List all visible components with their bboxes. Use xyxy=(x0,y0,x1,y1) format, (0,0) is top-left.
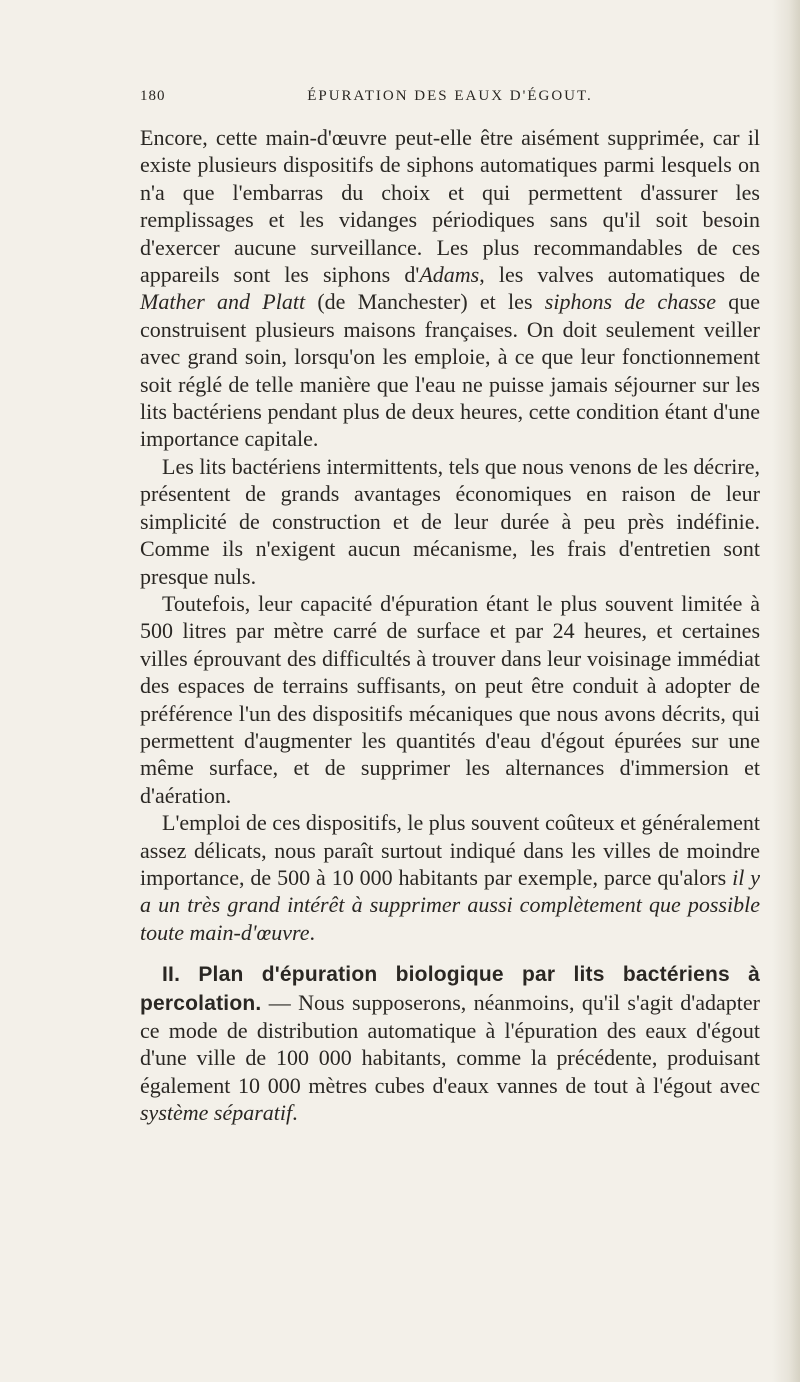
paragraph-siphons xyxy=(140,124,760,453)
running-head xyxy=(140,88,760,112)
body-text xyxy=(140,124,760,1127)
emphasis-siphons-chasse: siphons de chasse xyxy=(544,289,716,315)
text-run: L'emploi de ces dispositifs, le plus souvent coûteux et généralement assez délicats, nous paraît surtout indiqué dans les villes de moindre importance, de 500 à 10 000 habitants par exemple, parce qu'alors xyxy=(140,810,760,890)
section-heading: II. Plan d'épuration biologique par lits bactériens à percolation. xyxy=(140,963,760,1015)
running-title: ÉPURATION DES EAUX D'ÉGOUT. xyxy=(307,88,593,104)
text-run: . xyxy=(309,919,315,945)
paragraph-capacity: Toutefois, leur capacité d'épuration étant le plus souvent limitée à 500 litres par mètre carré de surface et par 24 heures, et certaines villes éprouvant des difficultés à trouver dans leur voisinage immédiat des espaces de terrains suffisants, on peut être conduit à adopter de préférence l'un des dispositifs mécaniques que nous avons décrits, qui permettent d'augmenter les quantités d'eau d'égout épurées sur une même surface, et de supprimer les alternances d'immersion et d'aération. xyxy=(140,590,760,808)
emphasis-main-oeuvre: il y a un très grand intérêt à supprimer aussi complètement que possible toute main-d'œuvre xyxy=(140,864,760,945)
text-run: — Nous supposerons, néanmoins, qu'il s'agit d'adapter ce mode de distribution automatique à l'épuration des eaux d'égout d'une ville de 100 000 habitants, comme la précédente, produisant également 10 000 mètres cubes d'eaux vannes de tout à l'égout avec xyxy=(140,989,760,1098)
paragraph-small-towns xyxy=(140,809,760,946)
text-run: que construisent plusieurs maisons françaises. On doit seulement veiller avec grand soin, lorsqu'on les emploie, à ce que leur fonctionnement soit réglé de telle manière que l'eau ne puisse jamais séjourner sur les lits bactériens pendant plus de deux heures, cette condition étant d'une importance capitale. xyxy=(140,289,761,452)
page-number: 180 xyxy=(140,88,166,104)
text-run: Encore, cette main-d'œuvre peut-elle être aisément supprimée, car il existe plusieurs dispositifs de siphons automatiques parmi lesquels on n'a que l'embarras du choix et qui permettent d'assurer les remplissages et les vidanges périodiques sans qu'il soit besoin d'exercer aucune surveillance. Les plus recommandables de ces appareils sont les siphons d' xyxy=(140,125,760,288)
emphasis-mather-platt: Mather and Platt xyxy=(140,289,306,315)
emphasis-systeme-separatif: système séparatif xyxy=(140,1100,293,1126)
emphasis-adams: Adams xyxy=(419,262,480,288)
text-run: . xyxy=(292,1100,298,1126)
paragraph-advantages: Les lits bactériens intermittents, tels que nous venons de les décrire, présentent de grands avantages économiques en raison de leur simplicité de construction et de leur durée à peu près indéfinie. Comme ils n'exigent aucun mécanisme, les frais d'entretien sont presque nuls. xyxy=(140,453,760,589)
section-ii xyxy=(140,960,760,1126)
page-edge-shadow xyxy=(772,0,800,1382)
text-run: , les valves automatiques de xyxy=(479,262,760,288)
text-run: (de Manchester) et les xyxy=(305,289,545,315)
